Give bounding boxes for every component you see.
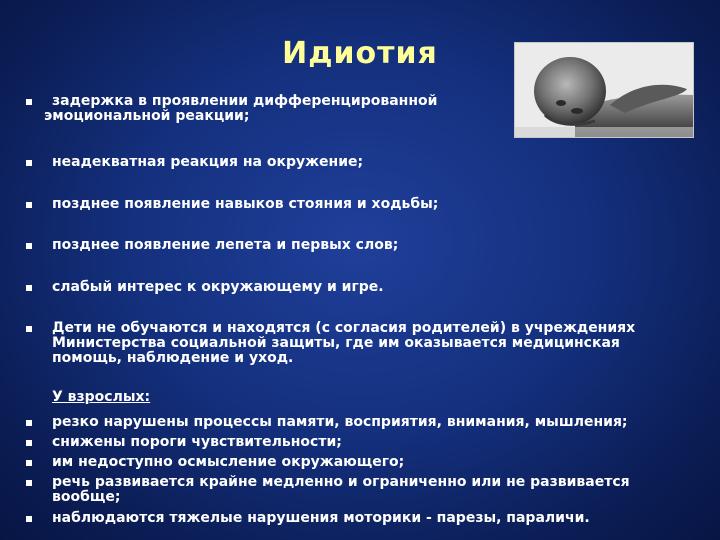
bullet-marker (26, 420, 32, 426)
bullet-marker (26, 516, 32, 522)
bullet-marker (26, 285, 32, 291)
adult-bullet-1: резко нарушены процессы памяти, восприятия, внимания, мышления; (52, 414, 628, 430)
bullet-marker (26, 440, 32, 446)
bullet-marker (26, 480, 32, 486)
bullet-text-4: позднее появление лепета и первых слов; (52, 237, 399, 253)
bullet-marker (26, 160, 32, 166)
slide-title: Идиотия (282, 36, 438, 71)
adult-bullet-3: им недоступно осмысление окружающего; (52, 454, 405, 470)
bullet-marker (26, 99, 32, 105)
bullet-marker (26, 326, 32, 332)
adult-bullet-4: речь развивается крайне медленно и ограниченно или не развивается вообще; (52, 474, 630, 505)
bullet-text-5: слабый интерес к окружающему и игре. (52, 279, 384, 295)
bullet-text-1: задержка в проявлении дифференцированной эмоциональной реакции; (44, 93, 438, 124)
bullet-text-6: Дети не обучаются и находятся (с согласия родителей) в учреждениях Министерства социальной защиты, где им оказывается медицинская помощь, наблюдение и уход. (52, 320, 636, 366)
adults-heading: У взрослых: (52, 389, 151, 405)
bullet-marker (26, 460, 32, 466)
bullet-text-2: неадекватная реакция на окружение; (52, 154, 364, 170)
adult-bullet-2: снижены пороги чувствительности; (52, 434, 342, 450)
adult-bullet-5: наблюдаются тяжелые нарушения моторики - парезы, параличи. (52, 510, 590, 526)
bullet-text-3: позднее появление навыков стояния и ходьбы; (52, 196, 439, 212)
infant-photo (514, 42, 694, 138)
bullet-marker (26, 202, 32, 208)
infant-illustration (515, 43, 693, 137)
bullet-marker (26, 243, 32, 249)
